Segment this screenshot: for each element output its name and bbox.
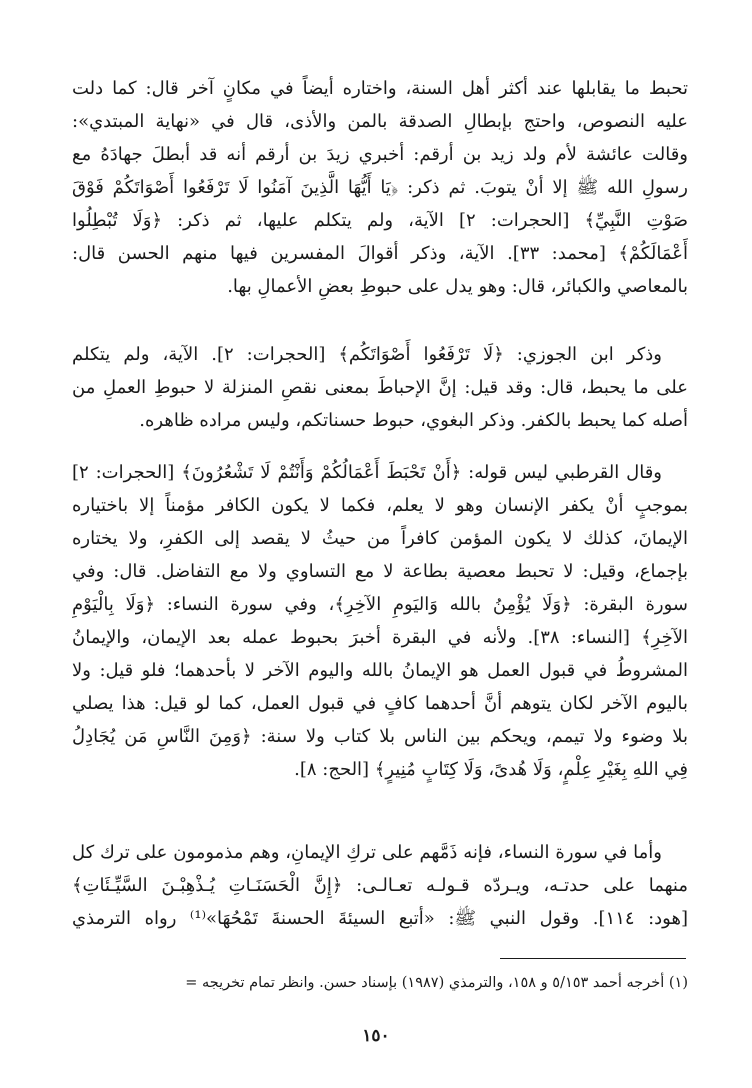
paragraph-3 [72, 456, 688, 786]
text-line: وذكر ابن الجوزي: ﴿لَا تَرْفَعُوا أَصْوَاتَكُم﴾ [الحجرات: ٢]. الآية، ولم يتكلم [72, 344, 662, 365]
footnote-separator [500, 958, 686, 959]
paragraph-2 [72, 338, 688, 437]
paragraph-1 [72, 72, 688, 303]
text-line: أَعْمَالَكُمْ﴾ [محمد: ٣٣]. الآية، وذكر أقوالَ المفسرين فيها منهم الحسن قال: [72, 243, 688, 264]
text-line: [هود: ١١٤]. وقول النبي ﷺ: «أتبع السيئةَ الحسنةَ تَمْحُهَا»⁽¹⁾ رواه الترمذي [72, 908, 688, 929]
text-line: عليه النصوص، واحتج بإبطالِ الصدقة بالمن والأذى، قال في «نهاية المبتدي»: [72, 111, 688, 132]
text-line: تحبط ما يقابلها عند أكثر أهل السنة، واختاره أيضاً في مكانٍ آخر قال: كما دلت [72, 78, 688, 99]
text-line: بلا وضوء ولا تيمم، ويحكم بين الناس بلا كتاب ولا سنة: ﴿وَمِنَ النَّاسِ مَن يُجَادِلُ [72, 726, 688, 747]
text-line: المشروطُ في قبول العمل هو الإيمانُ بالله واليوم الآخر لا بأحدهما؛ فلو قيل: ولا [72, 660, 688, 681]
text-line: بموجبٍ أنْ يكفر الإنسان وهو لا يعلم، فكما لا يكون الكافر مؤمناً إلا باختياره [72, 495, 688, 516]
text-line: رسولِ الله ﷺ إلا أنْ يتوبَ. ثم ذكر: ﴿يَا أَيُّهَا الَّذِينَ آمَنُوا لَا تَرْفَعُوا أَصْوَاتَكُمْ فَوْقَ [72, 177, 688, 198]
text-line: بالمعاصي والكبائر، قال: وهو يدل على حبوطِ بعضِ الأعمالِ بها. [227, 276, 688, 297]
text-line: سورة البقرة: ﴿وَلَا يُؤْمِنُ بالله وَاليَومِ الآخِرِ﴾، وفي سورة النساء: ﴿وَلَا بِالْيَوْمِ [72, 594, 688, 615]
text-line: أصله كما يحبط بالكفر. وذكر البغوي، حبوط حسناتكم، وليس مراده ظاهره. [139, 410, 688, 431]
paragraph-4 [72, 836, 688, 935]
text-line: بإجماع، وقيل: لا تحبط معصية بطاعة لا مع التساوي ولا مع التفاضل. قال: وفي [72, 561, 688, 582]
text-line: فِي اللهِ بِغَيْرِ عِلْمٍ، وَلَا هُدىً، وَلَا كِتَابٍ مُنِيرٍ﴾ [الحج: ٨]. [294, 759, 688, 780]
page-number: ١٥٠ [362, 1026, 390, 1046]
footnote: (١) أخرجه أحمد ٥/١٥٣ و ١٥٨، والترمذي (١٩٨٧) بإسناد حسن. وانظر تمام تخريجه = [185, 975, 688, 991]
text-line: صَوْتِ النَّبِيِّ﴾ [الحجرات: ٢] الآية، ولم يتكلم عليها، ثم ذكر: ﴿وَلَا تُبْطِلُوا [72, 210, 688, 231]
text-line: الآخِرِ﴾ [النساء: ٣٨]. ولأنه في البقرة أخبرَ بحبوط عمله بعد الإيمان، والإيمانُ [72, 627, 688, 648]
text-line: وقالت عائشة لأم ولد زيد بن أرقم: أخبري زيدَ بن أرقم أنه قد أبطلَ جهادَهُ مع [72, 144, 688, 165]
text-line: وقال القرطبي ليس قوله: ﴿أَنْ تَحْبَطَ أَعْمَالُكُمْ وَأَنْتُمْ لَا تَشْعُرُونَ﴾ [الحجرات: ٢] [72, 462, 662, 483]
text-line: الإيمانَ، كذلك لا يكون المؤمن كافراً من حيثُ لا يقصد إلى الكفرِ، ولا يختاره [72, 528, 688, 549]
text-line: باليوم الآخر لكان يتوهم أنَّ أحدهما كافٍ في قبول العمل، كما لو قيل: هذا يصلي [72, 693, 688, 714]
text-line: على ما يحبط، قال: وقد قيل: إنَّ الإحباطَ بمعنى نقصِ المنزلة لا حبوطِ العملِ من [72, 377, 688, 398]
text-line: منهما على حدتـه، ويـردّه قـولـه تعـالـى: ﴿إِنَّ الْحَسَنَـاتِ يُـذْهِبْـنَ السَّيِّـئَاتِ﴾ [72, 875, 688, 896]
text-line: وأما في سورة النساء، فإنه ذَمَّهم على تركِ الإيمانِ، وهم مذمومون على ترك كل [72, 842, 662, 863]
